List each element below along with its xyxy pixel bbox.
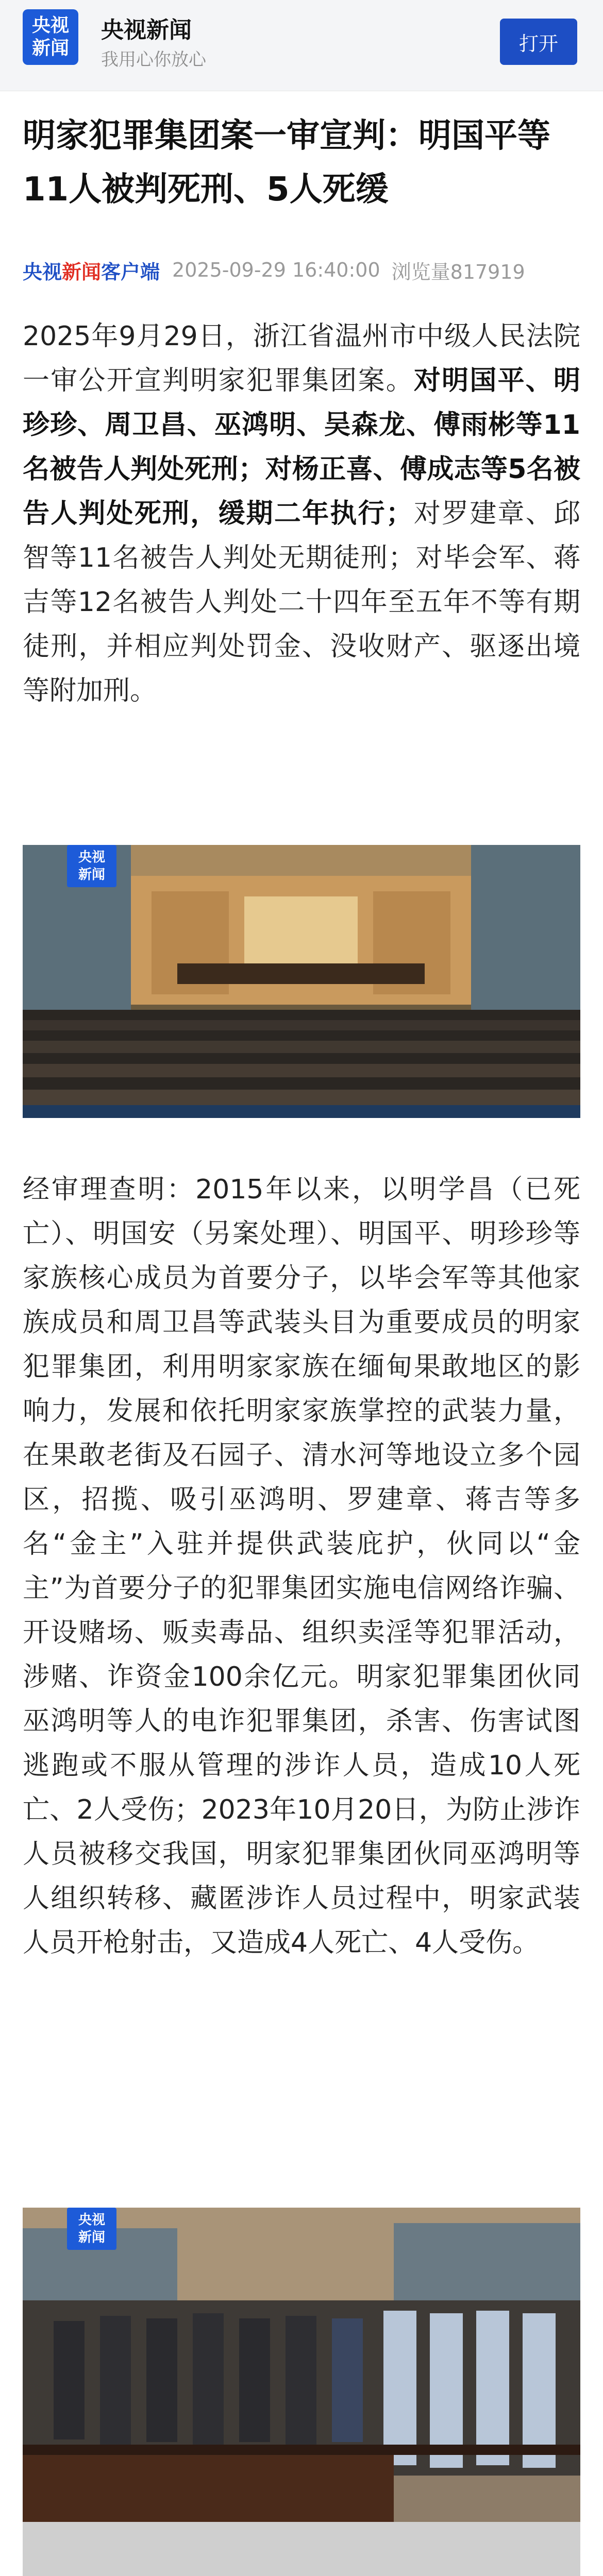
article-meta (23, 255, 584, 285)
article-title: 明家犯罪集团案一审宣判：明国平等11人被判死刑、5人死缓 (23, 117, 550, 209)
article-paragraph-2: 经审理查明：2015年以来，以明学昌（已死亡）、明国安（另案处理）、明国平、明珍珍等家族核心成员为首要分子，以毕会军等其他家族成员和周卫昌等武装头目为重要成员的明家犯罪集团，利用明家家族在缅甸果敢地区的影响力，发展和依托明家家族掌控的武装力量，在果敢老街及石园子、清水河等地设立多个园区，招揽、吸引巫鸿明、罗建章、蒋吉等多名“金主”入驻并提供武装庇护，伙同以“金主”为首要分子的犯罪集团实施电信网络诈骗、开设赌场、贩卖毒品、组织卖淫等犯罪活动，涉赌、诈资金100余亿元。明家犯罪集团伙同巫鸿明等人的电诈犯罪集团，杀害、伤害试图逃跑或不服从管理的涉诈人员，造成10人死亡、2人受伤；2023年10月20日，为防止涉诈人员被移交我国，明家犯罪集团伙同巫鸿明等人组织转移、藏匿涉诈人员过程中，明家武装人员开枪射击，又造成4人死亡、4人受伤。 (23, 1174, 580, 1958)
article-paragraph-1 (23, 314, 580, 713)
defendants-photo-image (23, 2208, 580, 2576)
p1-rest: 对罗建章、邱智等11名被告人判处无期徒刑；对毕会军、蒋吉等12名被告人判处二十四年至五年不等有期徒刑，并相应判处罚金、没收财产、驱逐出境等附加刑。 (23, 498, 580, 706)
article-source[interactable] (23, 256, 160, 284)
p1-bold: 对明国平、明珍珍、周卫昌、巫鸿明、吴森龙、傅雨彬等11名被告人判处死刑；对杨正喜、傅成志等5名被告人判处死刑，缓期二年执行； (23, 365, 580, 529)
open-app-button[interactable]: 打开 (500, 19, 577, 65)
article-views: 浏览量817919 (391, 260, 525, 283)
defendants-photo[interactable] (23, 2208, 580, 2576)
app-name: 央视新闻 (101, 17, 192, 43)
source-prefix: 央视 (23, 260, 62, 283)
app-logo-line1: 央视 (31, 15, 69, 36)
source-red: 新闻 (62, 260, 102, 283)
p1-lead: 2025年9月29日，浙江省温州市中级人民法院一审公开宣判明家犯罪集团案。 (23, 321, 580, 396)
courtroom-photo[interactable] (23, 845, 580, 1118)
photo-logo-line1: 央视 (78, 2212, 105, 2228)
app-logo (23, 9, 78, 65)
photo-watermark-logo (67, 845, 116, 887)
app-logo-line2: 新闻 (31, 38, 69, 59)
app-slogan: 我用心你放心 (101, 49, 206, 70)
photo-logo-line1: 央视 (78, 850, 105, 865)
app-banner (0, 0, 603, 91)
photo-logo-line2: 新闻 (78, 867, 105, 883)
photo-watermark-logo (67, 2208, 116, 2250)
photo-logo-line2: 新闻 (78, 2230, 105, 2245)
article-datetime: 2025-09-29 16:40:00 (172, 259, 380, 281)
source-suffix: 客户端 (101, 260, 160, 283)
